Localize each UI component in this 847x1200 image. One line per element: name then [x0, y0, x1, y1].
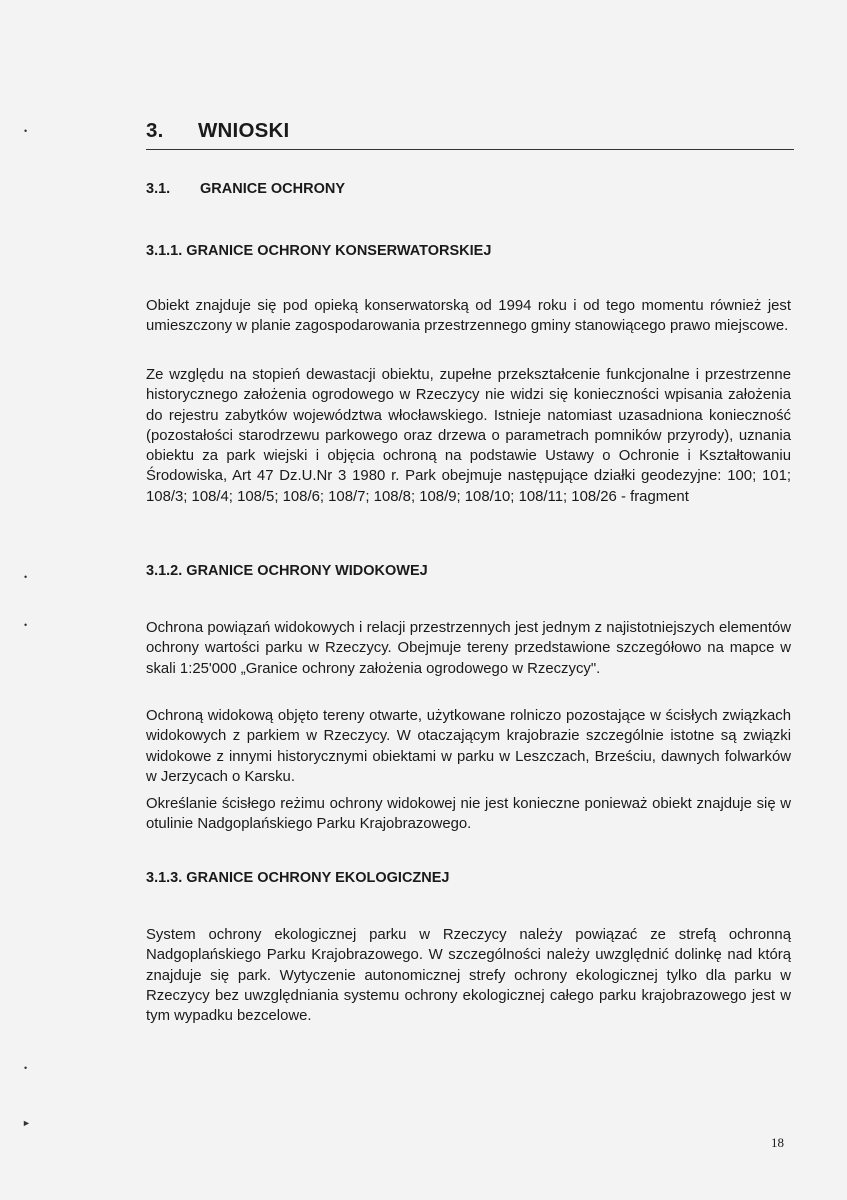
margin-mark: ► — [22, 1118, 31, 1128]
subsection-heading-ekologicznej: 3.1.3. GRANICE OCHRONY EKOLOGICZNEJ — [146, 870, 450, 886]
paragraph: Ochroną widokową objęto tereny otwarte, użytkowane rolniczo pozostające w ścisłych związkach widokowych z parkiem w Rzeczycy. W otaczającym krajobrazie szczególnie istotne są związki widokowe z innymi historycznymi obiektami w parku w Leszczach, Brześciu, dawnych folwarków w Jerzycach o Karsku. — [146, 708, 791, 785]
paragraph: Ze względu na stopień dewastacji obiektu, zupełne przekształcenie funkcjonalne i przestrzenne historycznego założenia ogrodowego w Rzeczycy nie widzi się konieczności wpisania założenia do rejestru zabytków województwa włocławskiego. Istnieje natomiast uzasadniona konieczność (pozostałości starodrzewu parkowego oraz drzewa o parametrach pomników przyrody), uznania obiektu za park wiejski i objęcia ochroną na podstawie Ustawy o Ochronie i Kształtowaniu Środowiska, Art 47 Dz.U.Nr 3 1980 r. Park obejmuje następujące działki geodezyjne: 100; 101; 108/3; 108/4; 108/5; 108/6; 108/7; 108/8; 108/9; 108/10; 108/11; 108/26 - fragment — [146, 367, 791, 505]
section-heading — [146, 181, 345, 197]
page-number: 18 — [771, 1135, 784, 1150]
chapter-heading — [146, 119, 794, 150]
paragraph: Ochrona powiązań widokowych i relacji przestrzennych jest jednym z najistotniejszych elementów ochrony wartości parku w Rzeczycy. Obejmuje tereny przedstawione szczegółowo na mapce w skali 1:25'000 „Granice ochrony założenia ogrodowego w Rzeczycy". — [146, 620, 791, 677]
chapter-number: 3. — [146, 119, 164, 142]
margin-mark: • — [24, 126, 28, 136]
subsection-heading-widokowej: 3.1.2. GRANICE OCHRONY WIDOKOWEJ — [146, 563, 428, 579]
subsection-heading-konserwatorskiej: 3.1.1. GRANICE OCHRONY KONSERWATORSKIEJ — [146, 243, 492, 259]
section-title: GRANICE OCHRONY — [200, 181, 346, 197]
paragraph: Określanie ścisłego reżimu ochrony widokowej nie jest konieczne ponieważ obiekt znajduje się w otulinie Nadgoplańskiego Parku Krajobrazowego. — [146, 796, 791, 833]
paragraph: Obiekt znajduje się pod opieką konserwatorską od 1994 roku i od tego momentu również jest umieszczony w planie zagospodarowania przestrzennego gminy stanowiącego prawo miejscowe. — [146, 298, 791, 335]
margin-mark: • — [24, 1063, 28, 1073]
section-number: 3.1. — [146, 181, 171, 197]
chapter-title: WNIOSKI — [198, 119, 290, 142]
paragraph: System ochrony ekologicznej parku w Rzeczycy należy powiązać ze strefą ochronną Nadgoplańskiego Parku Krajobrazowego. W szczególności należy uwzględnić dolinkę nad którą znajduje się park. Wytyczenie autonomicznej strefy ochrony ekologicznej tylko dla parku w Rzeczycy bez uwzględniania systemu ochrony ekologicznej całego parku krajobrazowego jest w tym wypadku bezcelowe. — [146, 927, 791, 1025]
margin-mark: • — [24, 620, 28, 630]
margin-mark: • — [24, 572, 28, 582]
